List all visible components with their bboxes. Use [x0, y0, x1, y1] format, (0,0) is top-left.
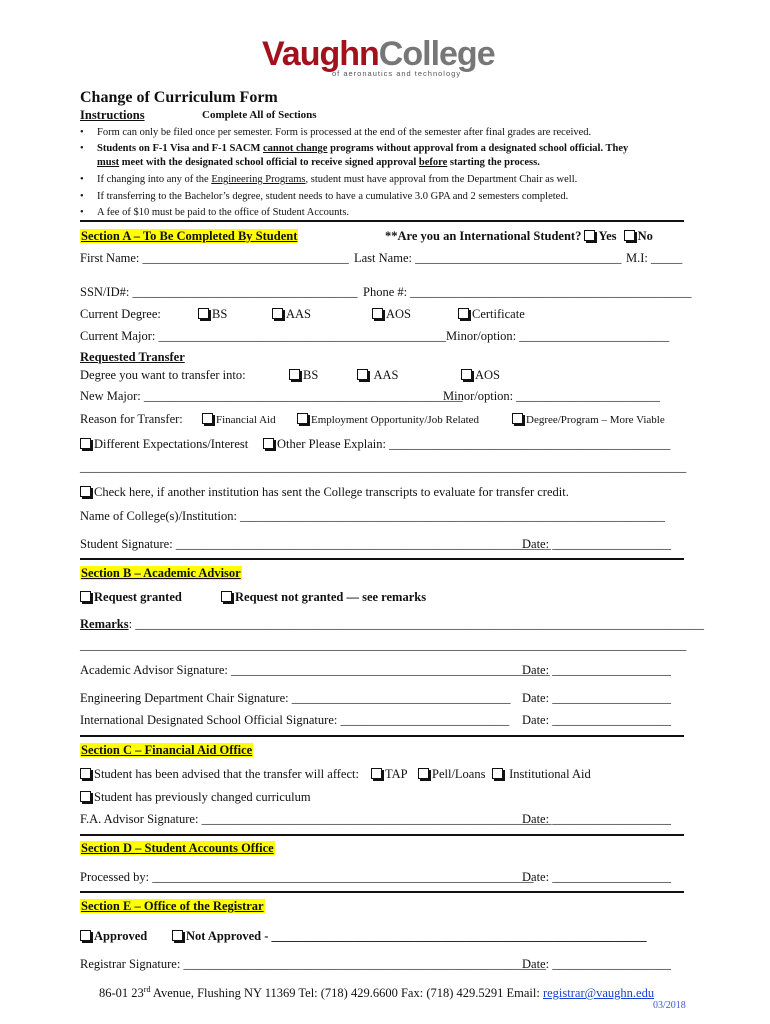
not-approved-field[interactable]: Not Approved - ____________________________________________________________ [172, 929, 647, 944]
checkbox-icon[interactable] [198, 308, 209, 319]
intl-official-date-field[interactable]: Date: ___________________ [522, 713, 671, 727]
registrar-date-field[interactable]: Date: ___________________ [522, 957, 671, 971]
middle-initial-field[interactable]: M.I: _____ [626, 251, 683, 265]
requested-transfer-heading: Requested Transfer [80, 350, 185, 364]
checkbox-icon[interactable] [202, 413, 213, 424]
request-granted-checkbox[interactable]: Request granted [80, 590, 182, 605]
advisor-signature-field[interactable]: Academic Advisor Signature: ___________________________________________________ [80, 663, 550, 677]
checkbox-icon[interactable] [172, 930, 183, 941]
transfer-degree-aas[interactable]: AAS [357, 368, 398, 383]
first-name-field[interactable]: First Name: _________________________________ [80, 251, 349, 265]
checkbox-icon[interactable] [297, 413, 308, 424]
checkbox-icon[interactable] [512, 413, 523, 424]
reason-employment[interactable]: Employment Opportunity/Job Related [297, 413, 479, 426]
form-revision-date: 03/2018 [653, 1000, 686, 1011]
current-degree-label: Current Degree: [80, 307, 161, 321]
checkbox-icon[interactable] [418, 768, 429, 779]
current-degree-aas[interactable]: AAS [272, 307, 311, 322]
section-divider [80, 834, 684, 836]
eng-chair-date-field[interactable]: Date: ___________________ [522, 691, 671, 705]
remarks-field[interactable]: Remarks: ___________________________________________________________________________________________ [80, 617, 704, 631]
new-minor-field[interactable]: Minor/option: _______________________ [443, 389, 661, 403]
instructions-label: Instructions [80, 108, 145, 122]
tap-checkbox[interactable]: TAP [371, 767, 408, 782]
footer-address: 86-01 23rd Avenue, Flushing NY 11369 Tel: (718) 429.6600 Fax: (718) 429.5291 Email: registrar@vaughn.edu [99, 985, 655, 1001]
accounts-date-field[interactable]: Date: ___________________ [522, 870, 671, 884]
section-c-heading: Section C – Financial Aid Office [81, 743, 253, 757]
advised-checkbox[interactable]: Student has been advised that the transfer will affect: [80, 767, 359, 782]
logo-word-college: College [378, 35, 495, 73]
registrar-email-link[interactable]: registrar@vaughn.edu [542, 986, 655, 1001]
checkbox-icon[interactable] [492, 768, 503, 779]
section-divider [80, 220, 684, 222]
pell-loans-checkbox[interactable]: Pell/Loans [418, 767, 485, 782]
checkbox-icon[interactable] [357, 369, 368, 380]
transcripts-checkbox-row[interactable]: Check here, if another institution has sent the College transcripts to evaluate for transfer credit. [80, 485, 569, 500]
transfer-degree-aos[interactable]: AOS [461, 368, 500, 383]
section-divider [80, 891, 684, 893]
vaughn-college-logo [262, 36, 494, 82]
section-d-heading: Section D – Student Accounts Office [81, 841, 274, 855]
eng-chair-signature-field[interactable]: Engineering Department Chair Signature: ___________________________________ [80, 691, 511, 705]
checkbox-icon[interactable] [80, 591, 91, 602]
new-major-field[interactable]: New Major: ___________________________________________________ [80, 389, 463, 403]
student-signature-field[interactable]: Student Signature: ____________________________________________________________ [80, 537, 551, 551]
form-title: Change of Curriculum Form [80, 89, 278, 106]
checkbox-icon[interactable] [371, 768, 382, 779]
explain-blank-line[interactable]: _________________________________________________________________________________________________ [80, 460, 687, 474]
current-degree-bs[interactable]: BS [198, 307, 227, 322]
checkbox-icon[interactable] [80, 930, 91, 941]
checkbox-icon[interactable] [458, 308, 469, 319]
section-divider [80, 558, 684, 560]
current-minor-field[interactable]: Minor/option: ________________________ [446, 329, 670, 343]
remarks-blank-line[interactable]: _________________________________________________________________________________________________ [80, 638, 687, 652]
section-divider [80, 735, 684, 737]
checkbox-icon[interactable] [372, 308, 383, 319]
reason-financial-aid[interactable]: Financial Aid [202, 413, 276, 426]
reason-label: Reason for Transfer: [80, 412, 183, 426]
degree-into-label: Degree you want to transfer into: [80, 368, 246, 382]
phone-field[interactable]: Phone #: _____________________________________________ [363, 285, 692, 299]
section-e-heading: Section E – Office of the Registrar [81, 899, 264, 913]
college-name-field[interactable]: Name of College(s)/Institution: ____________________________________________________________________ [80, 509, 666, 523]
intl-official-signature-field[interactable]: International Designated School Official Signature: ___________________________ [80, 713, 510, 727]
checkbox-icon[interactable] [80, 486, 91, 497]
checkbox-icon[interactable] [80, 438, 91, 449]
logo-tagline: of aeronautics and technology [332, 69, 462, 78]
checkbox-icon[interactable] [289, 369, 300, 380]
registrar-signature-field[interactable]: Registrar Signature: __________________________________________________________ [80, 957, 546, 971]
no-checkbox[interactable] [624, 230, 635, 241]
institutional-aid-checkbox[interactable]: Institutional Aid [492, 767, 591, 782]
instructions-note: Complete All of Sections [202, 109, 317, 121]
fa-advisor-date-field[interactable]: Date: ___________________ [522, 812, 671, 826]
transfer-degree-bs[interactable]: BS [289, 368, 318, 383]
ssn-field[interactable]: SSN/ID#: ____________________________________ [80, 285, 358, 299]
current-degree-aos[interactable]: AOS [372, 307, 411, 322]
checkbox-icon[interactable] [221, 591, 232, 602]
processed-by-field[interactable]: Processed by: _____________________________________________________________ [80, 870, 534, 884]
logo-word-vaughn: Vaughn [262, 35, 379, 73]
reason-other-field[interactable]: Other Please Explain: _____________________________________________ [263, 437, 670, 452]
last-name-field[interactable]: Last Name: _________________________________ [354, 251, 622, 265]
student-date-field[interactable]: Date: ___________________ [522, 537, 671, 551]
checkbox-icon[interactable] [80, 768, 91, 779]
section-a-heading: Section A – To Be Completed By Student [81, 229, 298, 243]
section-b-heading: Section B – Academic Advisor [81, 566, 241, 580]
reason-different-expectations[interactable]: Different Expectations/Interest [80, 437, 248, 452]
fa-advisor-signature-field[interactable]: F.A. Advisor Signature: ________________________________________________________ [80, 812, 552, 826]
reason-degree-program[interactable]: Degree/Program – More Viable [512, 413, 665, 426]
previously-changed-checkbox[interactable]: Student has previously changed curriculum [80, 790, 311, 805]
checkbox-icon[interactable] [461, 369, 472, 380]
approved-checkbox[interactable]: Approved [80, 929, 147, 944]
current-degree-certificate[interactable]: Certificate [458, 307, 525, 322]
yes-checkbox[interactable] [584, 230, 595, 241]
advisor-date-field[interactable]: Date: ___________________ [522, 663, 671, 677]
current-major-field[interactable]: Current Major: ______________________________________________ [80, 329, 446, 343]
request-not-granted-checkbox[interactable]: Request not granted — see remarks [221, 590, 426, 605]
checkbox-icon[interactable] [272, 308, 283, 319]
international-question: **Are you an International Student? Yes No [385, 229, 653, 243]
checkbox-icon[interactable] [263, 438, 274, 449]
checkbox-icon[interactable] [80, 791, 91, 802]
